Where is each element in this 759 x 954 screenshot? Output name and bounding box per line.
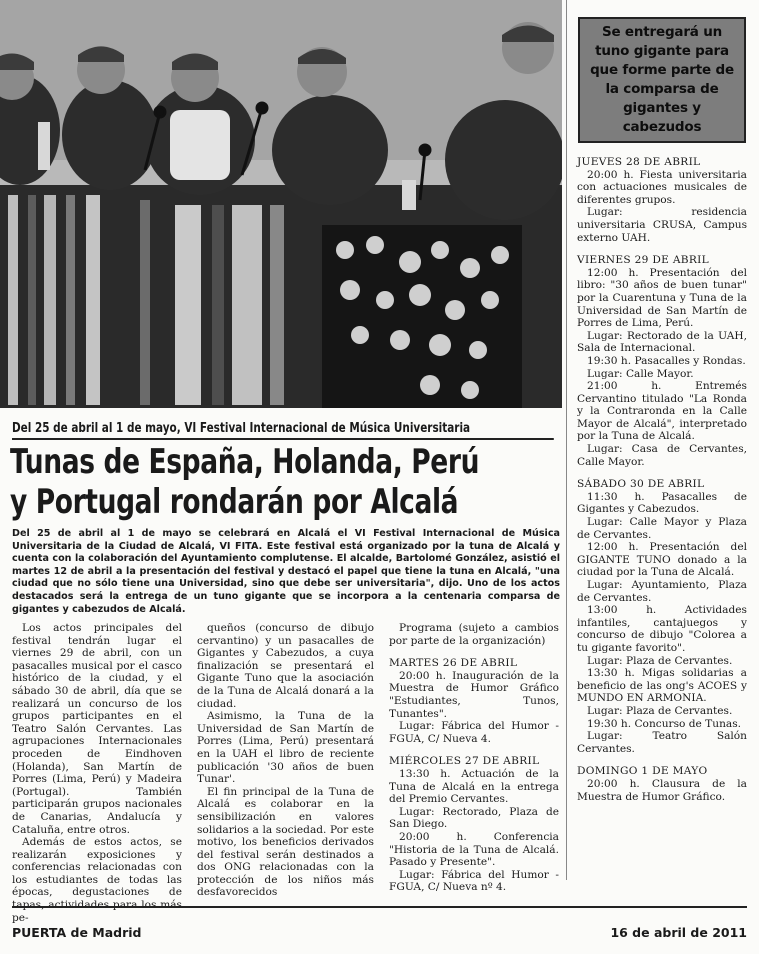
program-entry: 20:00 h. Conferencia "Historia de la Tuna de Alcalá. Pasado y Presente". bbox=[389, 830, 559, 869]
headline-line-2: y Portugal rondarán por Alcalá bbox=[10, 482, 459, 522]
program-entry: Lugar: Rectorado, Plaza de San Diego. bbox=[389, 805, 559, 831]
program-entry: Lugar: Casa de Cervantes, Calle Mayor. bbox=[577, 443, 747, 468]
program-day: SÁBADO 30 DE ABRIL bbox=[577, 478, 705, 491]
article-headline bbox=[10, 442, 556, 522]
paragraph: Asimismo, la Tuna de la Universidad de San Martín de Porres (Lima, Perú) presentará en la UAH el libro de reciente publicación '30 años de buen Tunar'. bbox=[197, 710, 374, 786]
program-intro: Programa (sujeto a cambios por parte de la organización) bbox=[389, 622, 559, 647]
program-entry: Lugar: Plaza de Cervantes. bbox=[587, 654, 733, 667]
program-entry: Lugar: Calle Mayor. bbox=[587, 367, 694, 380]
program-day: JUEVES 28 DE ABRIL bbox=[577, 156, 701, 168]
press-conference-photo bbox=[0, 0, 562, 408]
paragraph: Además de estos actos, se realizarán exposiciones y conferencias relacionadas con los estudiantes de todas las épocas, degustaciones de pe- bbox=[12, 836, 182, 924]
program-entry: 12:00 h. Presentación del GIGANTE TUNO donado a la ciudad por la Tuna de Alcalá. bbox=[577, 541, 747, 579]
program-entry: Lugar: Fábrica del Humor - FGUA, C/ Nueva nº 4. bbox=[389, 868, 559, 894]
column-rule bbox=[566, 0, 567, 880]
program-entry: 12:00 h. Presentación del libro: "30 años de buen tunar" por la Cuarentuna y Tuna de la Universidad de San Martín de Porres de Lima, Perú. bbox=[577, 266, 747, 330]
publication-name: PUERTA de Madrid bbox=[12, 925, 142, 940]
program-entry: 13:00 h. Actividades infantiles, cantajuegos y concurso de dibujo "Colorea a tu gigante favorito". bbox=[577, 604, 747, 654]
program-entry: 13:30 h. Migas solidarias a beneficio de las ong's ACOES y MUNDO EN ARMONIA. bbox=[577, 667, 747, 705]
article-kicker: Del 25 de abril al 1 de mayo, VI Festival Internacional de Música Universitaria bbox=[12, 420, 554, 440]
paragraph: queños (concurso de dibujo cervantino) y un pasacalles de Gigantes y Cabezudos, a cuya finalización se presentará el Gigante Tuno que la asociación de la Tuna de Alcalá donará a la ciudad. bbox=[197, 622, 374, 710]
footer-rule bbox=[12, 906, 747, 908]
program-sidebar bbox=[577, 156, 747, 803]
program-entry: 19:30 h. Pasacalles y Rondas. bbox=[587, 354, 746, 367]
program-day: MARTES 26 DE ABRIL bbox=[389, 657, 518, 670]
program-day: MIÉRCOLES 27 DE ABRIL bbox=[389, 755, 540, 768]
article-lead: Del 25 de abril al 1 de mayo se celebrará en Alcalá el VI Festival Internacional de Música Universitaria de la Ciudad de Alcalá, VI FITA. Este festival está organizado por la tuna de Alcalá y cuenta con la colaboración del Ayuntamiento complutense. El alcalde, Bartolomé González, asistió el martes 12 de abril a la presentación del festival y destacó el papel que tiene la tuna en Alcalá, "una ciudad que no sólo tiene una Universidad, sino que debe ser universitaria", dijo. Uno de los actos destacados será la entrega de un tuno gigante que se incorpora a la centenaria comparsa de gigantes y cabezudos de Alcalá. bbox=[12, 528, 560, 615]
program-day: DOMINGO 1 DE MAYO bbox=[577, 765, 708, 778]
program-entry: Lugar: Fábrica del Humor - FGUA, C/ Nueva 4. bbox=[389, 720, 559, 745]
program-entry: Lugar: residencia universitaria CRUSA, Campus externo UAH. bbox=[577, 206, 747, 244]
publication-date: 16 de abril de 2011 bbox=[610, 925, 747, 940]
program-entry: 13:30 h. Actuación de la Tuna de Alcalá en la entrega del Premio Cervantes. bbox=[389, 767, 559, 806]
highlight-text: Se entregará un tuno gigante para que forme parte de la comparsa de gigantes y cabezudos bbox=[590, 24, 734, 135]
headline-line-1: Tunas de España, Holanda, Perú bbox=[10, 442, 480, 482]
program-entry: 19:30 h. Concurso de Tunas. bbox=[587, 717, 742, 730]
program-entry: Lugar: Ayuntamiento, Plaza de Cervantes. bbox=[577, 579, 747, 604]
program-entry: 11:30 h. Pasacalles de Gigantes y Cabezudos. bbox=[577, 490, 747, 516]
paragraph: El fin principal de la Tuna de Alcalá es colaborar en la sensibilización en valores solidarios a la sociedad. Por este motivo, los beneficios derivados del festival serán destinados a dos ONG relacionadas con la protección de los niños más desfavorecidos bbox=[197, 785, 374, 899]
program-entry: Lugar: Calle Mayor y Plaza de Cervantes. bbox=[577, 516, 747, 541]
program-entry: 20:00 h. Clausura de la Muestra de Humor Gráfico. bbox=[577, 777, 747, 803]
article-column-2 bbox=[197, 622, 374, 899]
highlight-box bbox=[578, 17, 746, 143]
program-entry: Lugar: Plaza de Cervantes. bbox=[587, 704, 733, 717]
program-day: VIERNES 29 DE ABRIL bbox=[577, 254, 709, 267]
program-entry: 20:00 h. Inauguración de la Muestra de Humor Gráfico "Estudiantes, Tunos, Tunantes". bbox=[389, 669, 559, 720]
program-column bbox=[389, 622, 559, 894]
program-entry: Lugar: Teatro Salón Cervantes. bbox=[577, 730, 747, 755]
program-entry: Lugar: Rectorado de la UAH, Sala de Internacional. bbox=[577, 329, 747, 355]
paragraph: Los actos principales del festival tendrán lugar el viernes 29 de abril, con un pasacalles musical por el casco histórico de la ciudad, y el sábado 30 de abril, día que se realizará un concurso de los grupos participantes en el Teatro Salón Cervantes. Las agrupaciones Internacionales proceden de Eindhoven (Holanda), San Martín de Porres (Lima, Perú) y Madeira (Portugal). También participarán grupos nacionales de Canarias, Andalucía y Cataluña, entre otros. bbox=[12, 622, 182, 836]
program-entry: 20:00 h. Fiesta universitaria con actuaciones musicales de diferentes grupos. bbox=[577, 168, 747, 206]
article-column-1 bbox=[12, 622, 182, 924]
program-entry: 21:00 h. Entremés Cervantino titulado "La Ronda y la Contraronda en la Calle Mayor de Alcalá", interpretado por la Tuna de Alcalá. bbox=[577, 380, 747, 443]
